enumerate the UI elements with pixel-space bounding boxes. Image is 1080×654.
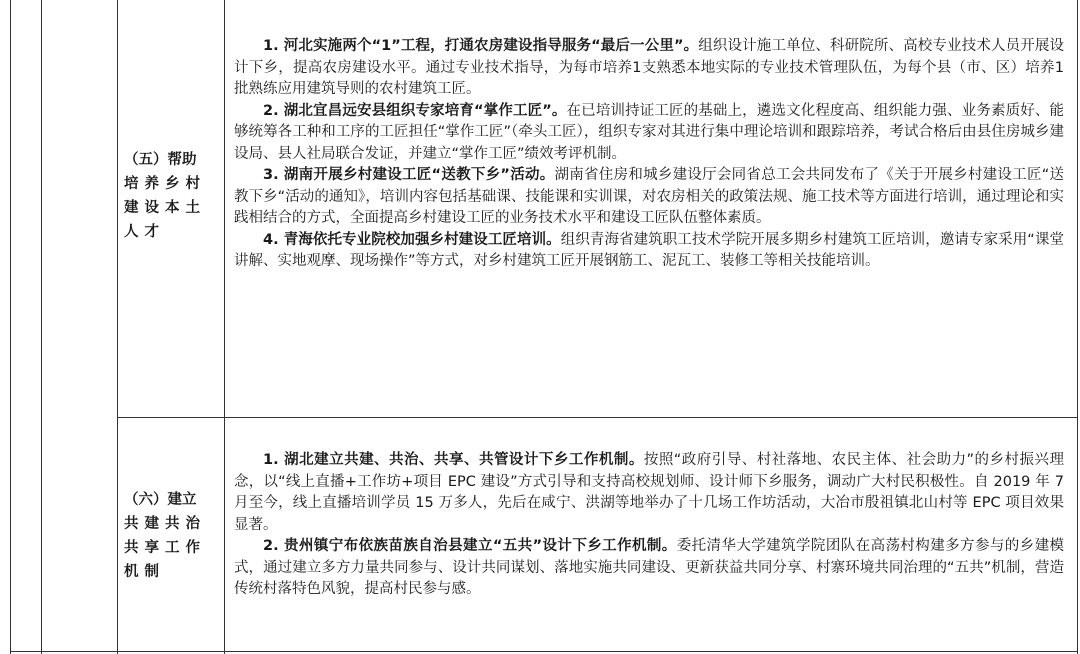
table-column-divider (117, 0, 118, 654)
table-column-divider (41, 0, 42, 654)
category-line: 建设本土 (124, 200, 206, 216)
category-cell (124, 148, 220, 244)
category-line: 人才 (124, 224, 165, 240)
item-body: 按照“政府引导、村社落地、农民主体、社会助力”的乡村振兴理念，以“线上直播+工作坊+项目 EPC 建设”方式引导和支持高校规划师、设计师下乡服务，调动广大村民积极性。自 2019 年 7 月至今，线上直播培训学员 15 万多人，先后在咸宁、洪湖等地举办了十几场工作坊活动，大冶市殷祖镇北山村等 EPC 项目效果显著。 (234, 452, 1064, 533)
row-divider (117, 417, 1078, 418)
item-title: 2. 湖北宜昌远安县组织专家培育“掌作工匠”。 (263, 102, 567, 119)
table-border-right (1077, 0, 1078, 654)
list-item (234, 36, 1064, 101)
item-title: 4. 青海依托专业院校加强乡村建设工匠培训。 (263, 231, 561, 248)
category-line: 机制 (124, 564, 165, 580)
list-item (234, 230, 1064, 273)
item-title: 1. 河北实施两个“1”工程，打通农房建设指导服务“最后一公里”。 (263, 38, 699, 54)
item-body: 在已培训持证工匠的基础上，遴选文化程度高、组织能力强、业务素质好、能够统筹各工种和工序的工匠担任“掌作工匠”（牵头工匠），组织专家对其进行集中理论培训和跟踪培养，考试合格后由县住房城乡建设局、县人社局联合发证，并建立“掌作工匠”绩效考评机制。 (234, 102, 1064, 162)
category-cell (124, 488, 220, 584)
category-line: 培养乡村 (124, 176, 206, 192)
content-cell (234, 36, 1064, 273)
content-cell (234, 450, 1064, 601)
item-body: 组织青海省建筑职工技术学院开展多期乡村建筑工匠培训，邀请专家采用“课堂讲解、实地观摩、现场操作”等方式，对乡村建筑工匠开展钢筋工、泥瓦工、装修工等相关技能培训。 (234, 231, 1064, 269)
list-item (234, 536, 1064, 601)
category-line: （五）帮助 (124, 152, 197, 168)
item-body: 湖南省住房和城乡建设厅会同省总工会共同发布了《关于开展乡村建设工匠“送教下乡“活动的通知》，培训内容包括基础课、技能课和实训课，对农房相关的政策法规、施工技术等方面进行培训，通过理论和实践相结合的方式，全面提高乡村建设工匠的业务技术水平和建设工匠队伍整体素质。 (234, 167, 1064, 226)
item-title: 1. 湖北建立共建、共治、共享、共管设计下乡工作机制。 (263, 452, 644, 468)
item-body: 委托清华大学建筑学院团队在高荡村构建多方参与的乡建模式，通过建立多方力量共同参与、设计共同谋划、落地实施共同建设、更新获益共同分享、村寨环境共同治理的“五共”机制，营造传统村落特色风貌，提高村民参与感。 (234, 538, 1064, 597)
list-item (234, 101, 1064, 166)
list-item (234, 165, 1064, 230)
category-line: 共享工作 (124, 540, 206, 556)
table-column-divider (224, 0, 225, 654)
category-line: 共建共治 (124, 516, 206, 532)
item-body: 组织设计施工单位、科研院所、高校专业技术人员开展设计下乡，提高农房建设水平。通过专业技术指导，为每市培养1支熟悉本地实际的专业技术管理队伍，为每个县（市、区）培养1批熟练应用建筑导则的农村建筑工匠。 (234, 38, 1064, 97)
item-title: 3. 湖南开展乡村建设工匠“送教下乡”活动。 (263, 167, 555, 183)
category-line: （六）建立 (124, 492, 197, 508)
item-title: 2. 贵州镇宁布依族苗族自治县建立“五共”设计下乡工作机制。 (263, 538, 677, 554)
table-border-left (10, 0, 11, 654)
list-item (234, 450, 1064, 536)
table-border-bottom (10, 651, 1078, 652)
